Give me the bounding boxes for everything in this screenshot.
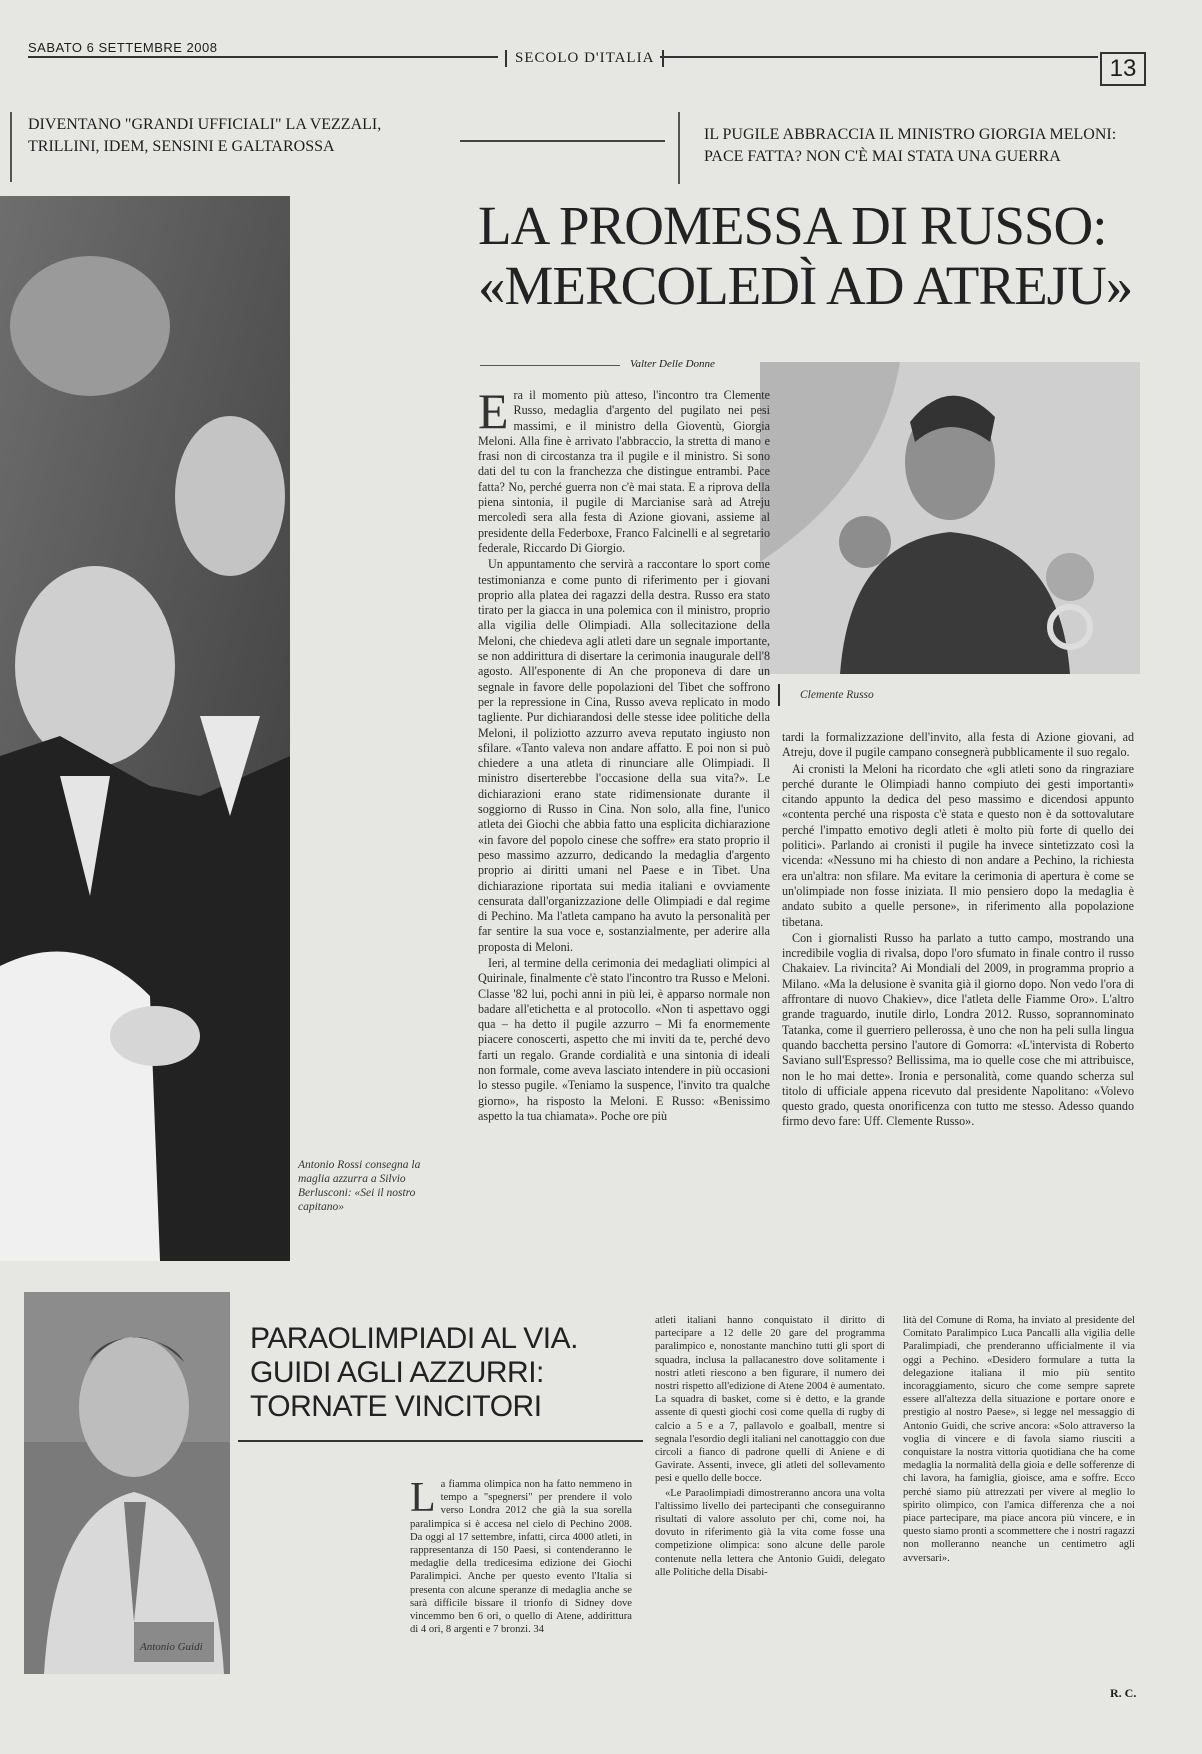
berlusconi-photo	[0, 196, 290, 1261]
main-article-paragraph: Ai cronisti la Meloni ha ricordato che «gli atleti sono da ringraziare perché durante le Olimpiadi hanno compiuto dei gesti importanti» citando appunto la dedica del peso massimo e dicendosi appunto «contenta perché una risposta c'è stata e questo non è da sottovalutare perché l'impatto emotivo degli atleti è molto più forte di quello dei politici». Parlando ai cronisti il pugile ha invece sintetizzato così la vicenda: «Nessuno mi ha chiesto di non andare a Pechino, la richiesta era un'altra: non sfilare. Ma evitare la cerimonia di apertura è come se un'olimpiade non fosse iniziata. Il mio pensiero dopo la medaglia è andato subito a quelle persone», in riferimento alla popolazione tibetana.	[782, 761, 1134, 929]
second-article-column-3	[903, 1314, 1135, 1689]
byline-rule	[480, 365, 620, 366]
second-article-paragraph: «Le Paraolimpiadi dimostreranno ancora una volta l'altissimo livello dei partecipanti che conseguiranno risultati di valore assoluto per chi, come noi, ha dovuto in riferimento già la vita come fosse una competizione olimpica: sono alcune delle parole contenute nella lettera che Antonio Guidi, delegato alle Politiche della Disabi-	[655, 1487, 885, 1578]
main-article-paragraph: Con i giornalisti Russo ha parlato a tutto campo, mostrando una incredibile voglia di rivalsa, dopo l'oro sfumato in finale contro il russo Chakaiev. La rivincita? Ai Mondiali del 2009, in programma proprio a Milano. «Ma la delusione è svanita già il giorno dopo. Non vedo l'ora di affrontare di nuovo Chakiev», dice l'atleta delle Fiamme Oro». L'altro grande traguardo, inutile dirlo, Londra 2012. Russo, soprannominato Tatanka, come il guerriero pellerossa, è uno che non ha peli sulla lingua quando bacchetta persino l'autore di Gomorra: «L'intervista di Roberto Saviano sull'Espresso? Bellissima, ma io quelle cose che mi attribuisce, non le ho mai dette». Ironia e personalità, come quando scherza sul titolo di ufficiale appena ricevuto dal presidente Napolitano: «Volevo questo grado, questa onorificenza con tutto me stesso. Adesso quando firmo devo fare: Uff. Clemente Russo».	[782, 930, 1134, 1129]
main-headline-line1: LA PROMESSA DI RUSSO:	[478, 195, 1107, 256]
main-headline	[478, 196, 1198, 316]
main-article-paragraph: tardi la formalizzazione dell'invito, alla festa di Azione giovani, ad Atreju, dove il pugile campano consegnerà pubblicamente il suo regalo.	[782, 730, 1134, 760]
kicker-left-bar	[10, 112, 12, 182]
main-headline-line2: «MERCOLEDÌ AD ATREJU»	[478, 255, 1133, 316]
header-rule-right	[660, 56, 1098, 58]
right-photo-caption: Clemente Russo	[800, 689, 874, 701]
main-article-column-1	[478, 388, 770, 1264]
header-rule-left	[28, 56, 498, 58]
page-number: 13	[1100, 52, 1146, 86]
kicker-divider	[460, 140, 665, 142]
main-article-paragraph: ra il momento più atteso, l'incontro tra Clemente Russo, medaglia d'argento del pugilato nei pesi massimi, e il ministro della Gioventù, Giorgia Meloni. Alla fine è arrivato l'abbraccio, la stretta di mano e frasi non di circostanza tra il pugile e il ministro. Si sono dati del tu con la franchezza che distingue entrambi. Pace fatta? No, perché guerra non c'è mai stata. E a riprova della piena sintonia, il pugile di Marcianise sarà ad Atreju mercoledì sera alla festa di Azione giovani, assieme al presidente della Federboxe, Franco Falcinelli e al segretario federale, Riccardo Di Giorgio.	[478, 388, 770, 555]
second-headline-line3: TORNATE VINCITORI	[250, 1390, 542, 1423]
newspaper-name: SECOLO D'ITALIA	[505, 50, 664, 67]
second-article-dropcap: L	[410, 1478, 436, 1521]
kicker-right-line1: IL PUGILE ABBRACCIA IL MINISTRO GIORGIA MELONI:	[704, 126, 1117, 143]
second-article-column-1	[410, 1478, 632, 1698]
kicker-right	[704, 124, 1184, 168]
main-article-column-2	[782, 730, 1134, 1264]
antonio-guidi-photo	[24, 1292, 230, 1674]
main-article-paragraph: Ieri, al termine della cerimonia dei medagliati olimpici al Quirinale, finalmente c'è stato l'incontro tra Russo e Meloni. Classe '82 lui, pochi anni in più lei, è apparso normale non badare all'etichetta e al protocollo. «Non ti aspettavo oggi qua – ha detto il pugile azzurro – Mi fa enormemente piacere conoscerti, aspetto che mi inviti da te, perché devo farti un regalo. Grande cordialità e una sintonia di ideali non formale, come aveva lasciato intendere in più occasioni lo stesso pugile. «Teniamo la suspence, l'invito tra qualche giorno», ha risposto la Meloni. E Russo: «Benissimo aspetto la tua chiamata». Poche ore più	[478, 955, 770, 1123]
second-article-column-2	[655, 1314, 885, 1699]
photo-caption-bar	[778, 684, 780, 706]
main-article-dropcap: E	[478, 388, 509, 439]
kicker-right-line2: PACE FATTA? NON C'È MAI STATA UNA GUERRA	[704, 148, 1061, 165]
second-article-paragraph: a fiamma olimpica non ha fatto nemmeno in tempo a "spegnersi" per prendere il volo verso Londra 2012 che già la sua sorella paralimpica si è accesa nel cielo di Pechino 2008. Da oggi al 17 settembre, infatti, circa 4000 atleti, in rappresentanza di 150 Paesi, si contenderanno le medaglie della tredicesima edizione dei Giochi Paralimpici. Anche per questo evento l'Italia si presenta con alcune speranze di medaglia anche se sarà difficile bissare il trionfo di Sidney dove vincemmo ben 6 ori, o quello di Atene, addirittura di 4 ori, 8 argenti e 7 bronzi. 34	[410, 1479, 632, 1636]
second-headline-line1: PARAOLIMPIADI AL VIA.	[250, 1322, 578, 1355]
article-signature: R. C.	[1110, 1686, 1137, 1700]
left-photo-caption: Antonio Rossi consegna la maglia azzurra a Silvio Berlusconi: «Sei il nostro capitano»	[298, 1159, 421, 1213]
kicker-left-line1: DIVENTANO "GRANDI UFFICIALI" LA VEZZALI,	[28, 116, 382, 133]
second-headline-line2: GUIDI AGLI AZZURRI:	[250, 1356, 544, 1389]
kicker-left-line2: TRILLINI, IDEM, SENSINI E GALTAROSSA	[28, 138, 335, 155]
second-article-paragraph: atleti italiani hanno conquistato il diritto di partecipare a 12 delle 20 gare del programma paralimpico e, nonostante manchino tutti gli sport di squadra, inclusa la pallacanestro dove solitamente i nostri atleti riescono a ben figurare, il numero dei nostri rispetto all'edizione di Atene 2004 è aumentato. La squadra di basket, come si è detto, e la grande assente di questi giochi così come quella di rugby di calcio a 5 e a 7, pallavolo e goalball, mentre si segnala l'esordio degli italiani nel canottaggio con due circoli a fianco di padrone quelli di Aniene e di Gavirate. Assenti, invece, gli atleti del sollevamento pesi e quello delle bocce.	[655, 1315, 885, 1485]
second-headline-rule	[238, 1440, 643, 1442]
issue-date: SABATO 6 SETTEMBRE 2008	[28, 40, 218, 55]
byline: Valter Delle Donne	[630, 358, 715, 370]
main-article-paragraph: Un appuntamento che servirà a raccontare lo sport come testimonianza e come punto di riferimento per i giovani proprio alla platea dei ragazzi della destra. Russo era stato tirato per la giacca in una polemica con il ministro, proprio alla vigilia delle Olimpiadi. Alla sollecitazione della Meloni, che chiedeva agli atleti dare un segnale importante, se non addirittura di disertare la cerimonia inaugurale dell'8 agosto. All'esponente di An che proponeva di dare un segnale in favore delle popolazioni del Tibet che soffrono per la repressione in Cina, Russo aveva replicato in modo tagliente. Pur dichiarandosi delle stesse idee politiche della Meloni, il poliziotto azzurro aveva reputato ingiusto non sfilare. «Tanto valeva non andare affatto. E poi non si può chiedere a una atleta di rinunciare alle Olimpiadi. Il ministro diserterebbe l'occasione della sua vita?». Le dichiarazioni erano state ridimensionate durante il soggiorno di Russo in Cina. Non solo, alla fine, l'unico atleta dei Giochi che abbia fatto una esplicita dichiarazione «in favore del popolo cinese che soffre» era stato proprio il peso massimo azzurro, dedicando la medaglia d'argento proprio ai diritti umani nel Paese e in Tibet. Una dichiarazione riportata sui media italiani e ovviamente censurata dall'organizzazione delle Olimpiadi e dal regime di Pechino. Ma l'atleta campano ha avuto la personalità per far sentire la sua voce e, sostanzialmente, per aderire alla proposta di Meloni.	[478, 557, 770, 954]
second-article-paragraph: lità del Comune di Roma, ha inviato al presidente del Comitato Paralimpico Luca Pancalli alla vigilia delle Paralimpiadi, che prenderanno ufficialmente il via oggi a Pechino. «Desidero formulare a tutta la delegazione italiana il mio più sentito incoraggiamento, sicuro che come sempre saprete essere all'altezza della situazione e portare onore e prestigio al nostro Paese», si legge nel messaggio di Antonio Guidi, che scrive ancora: «Solo attraverso la voglia di vincere e di favola siamo riusciti a conquistare la nostra vittoria quotidiana che ha come medaglia la normalità della gioia e delle sofferenze di chi lavora, ha famiglia, gioisce, ama e soffre. Ecco perché siamo più attrezzati per vivere al meglio lo spirito olimpico, con l'amica differenza che a noi piace partecipare, ma piace ancora più vincere, e in questo siamo pronti a scommettere che i nostri ragazzi non molleranno neanche un centimetro agli avversari».	[903, 1315, 1135, 1564]
kicker-left	[28, 114, 448, 158]
clemente-russo-photo	[760, 362, 1140, 674]
second-headline	[250, 1322, 640, 1424]
kicker-right-bar	[678, 112, 680, 184]
second-photo-caption: Antonio Guidi	[140, 1641, 203, 1653]
